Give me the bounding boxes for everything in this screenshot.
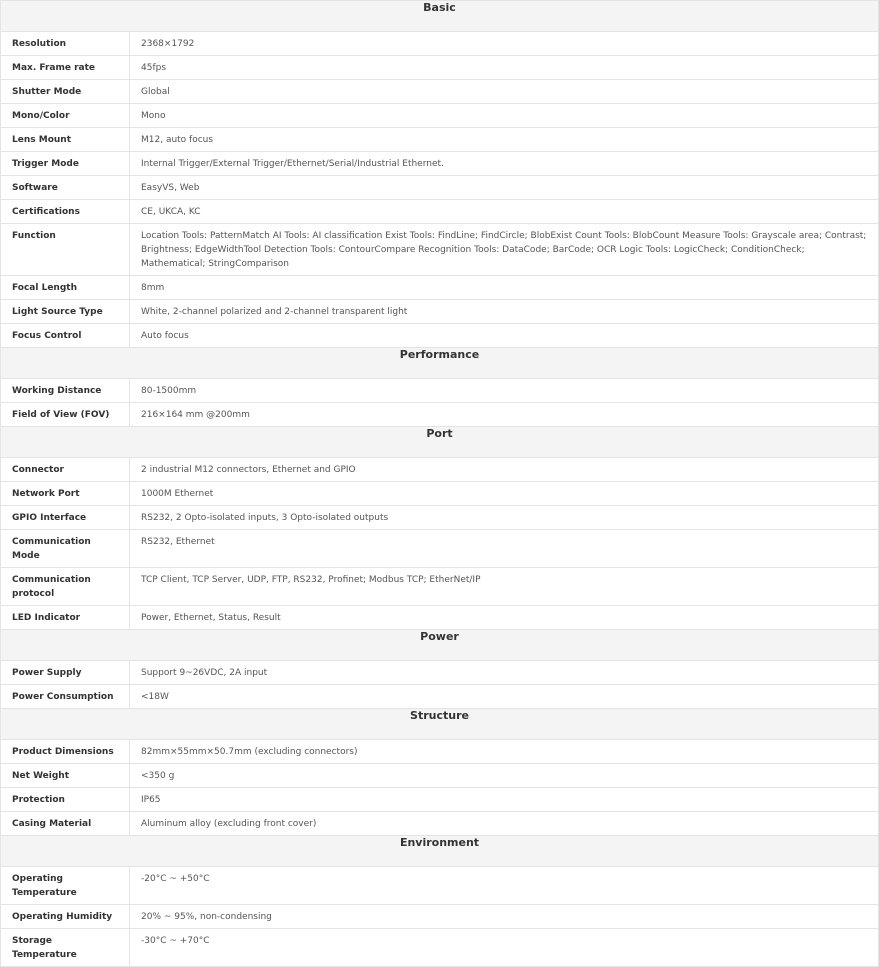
spec-row — [1, 32, 879, 56]
spec-row — [1, 176, 879, 200]
spec-label-cell — [1, 324, 130, 348]
spec-row — [1, 568, 879, 606]
spec-row — [1, 867, 879, 905]
spec-value: Mono — [141, 111, 166, 121]
spec-value: Location Tools: PatternMatch AI Tools: AI classification Exist Tools: FindLine; FindCircle; BlobExist Count Tools: BlobCount Measure Tools: Grayscale area; Contrast; Brightness; EdgeWidthTool Detection Tools: ContourCompare Recognition Tools: DataCode; BarCode; OCR Logic Tools: LogicCheck; ConditionCheck; Mathematical; StringComparison — [141, 231, 867, 269]
spec-label: Communication protocol — [12, 575, 91, 599]
spec-label-cell — [1, 276, 130, 300]
spec-row — [1, 606, 879, 630]
spec-label-cell — [1, 224, 130, 276]
spec-label: Function — [12, 231, 56, 241]
spec-value: <350 g — [141, 771, 175, 781]
spec-label-cell — [1, 661, 130, 685]
spec-value-cell — [130, 276, 879, 300]
spec-row — [1, 379, 879, 403]
spec-value-cell — [130, 905, 879, 929]
spec-label-cell — [1, 128, 130, 152]
spec-value-cell — [130, 403, 879, 427]
spec-label: Field of View (FOV) — [12, 410, 110, 420]
spec-row — [1, 812, 879, 836]
spec-value-cell — [130, 482, 879, 506]
spec-label-cell — [1, 506, 130, 530]
spec-row — [1, 482, 879, 506]
spec-value-cell — [130, 56, 879, 80]
spec-value: RS232, Ethernet — [141, 537, 215, 547]
spec-label: Communication Mode — [12, 537, 91, 561]
spec-value: CE, UKCA, KC — [141, 207, 201, 217]
spec-label: Light Source Type — [12, 307, 103, 317]
spec-value-cell — [130, 661, 879, 685]
spec-value-cell — [130, 867, 879, 905]
spec-row — [1, 905, 879, 929]
spec-value: <18W — [141, 692, 169, 702]
spec-label: Focal Length — [12, 283, 77, 293]
spec-value-cell — [130, 324, 879, 348]
section-title: Basic — [1, 1, 879, 32]
spec-value: M12, auto focus — [141, 135, 214, 145]
spec-label-cell — [1, 80, 130, 104]
spec-value: Internal Trigger/External Trigger/Ethernet/Serial/Industrial Ethernet. — [141, 159, 444, 169]
spec-value: 80-1500mm — [141, 386, 197, 396]
spec-label-cell — [1, 300, 130, 324]
spec-row — [1, 80, 879, 104]
spec-label: Working Distance — [12, 386, 102, 396]
spec-value-cell — [130, 740, 879, 764]
spec-label: Software — [12, 183, 58, 193]
spec-value-cell — [130, 764, 879, 788]
spec-label: Certifications — [12, 207, 80, 217]
section-header-row — [1, 348, 879, 379]
spec-value-cell — [130, 200, 879, 224]
spec-label-cell — [1, 788, 130, 812]
spec-row — [1, 458, 879, 482]
spec-label-cell — [1, 606, 130, 630]
spec-value: -20°C ~ +50°C — [141, 874, 210, 884]
spec-value: RS232, 2 Opto-isolated inputs, 3 Opto-isolated outputs — [141, 513, 389, 523]
spec-label: Resolution — [12, 39, 67, 49]
spec-label-cell — [1, 379, 130, 403]
spec-value-cell — [130, 788, 879, 812]
spec-value: Support 9~26VDC, 2A input — [141, 668, 268, 678]
spec-label-cell — [1, 905, 130, 929]
spec-label: Operating Humidity — [12, 912, 113, 922]
spec-label: Protection — [12, 795, 65, 805]
spec-row — [1, 929, 879, 967]
spec-value-cell — [130, 685, 879, 709]
section-header-row — [1, 630, 879, 661]
spec-label-cell — [1, 56, 130, 80]
spec-value-cell — [130, 929, 879, 967]
spec-label-cell — [1, 929, 130, 967]
spec-row — [1, 324, 879, 348]
spec-value: 45fps — [141, 63, 167, 73]
spec-label: Power Consumption — [12, 692, 114, 702]
spec-label-cell — [1, 685, 130, 709]
spec-row — [1, 403, 879, 427]
spec-label: GPIO Interface — [12, 513, 87, 523]
spec-value: 1000M Ethernet — [141, 489, 214, 499]
spec-row — [1, 152, 879, 176]
spec-value-cell — [130, 152, 879, 176]
spec-label-cell — [1, 104, 130, 128]
spec-table-body — [1, 1, 879, 967]
spec-row — [1, 224, 879, 276]
spec-row — [1, 740, 879, 764]
spec-label: Net Weight — [12, 771, 70, 781]
spec-label-cell — [1, 867, 130, 905]
spec-value-cell — [130, 458, 879, 482]
spec-value: Aluminum alloy (excluding front cover) — [141, 819, 317, 829]
spec-value-cell — [130, 224, 879, 276]
spec-row — [1, 104, 879, 128]
spec-label: Connector — [12, 465, 64, 475]
section-header-row — [1, 1, 879, 32]
spec-label: Mono/Color — [12, 111, 70, 121]
section-header-row — [1, 836, 879, 867]
spec-row — [1, 56, 879, 80]
spec-row — [1, 506, 879, 530]
spec-label: LED Indicator — [12, 613, 81, 623]
spec-value-cell — [130, 379, 879, 403]
spec-value-cell — [130, 568, 879, 606]
spec-label: Casing Material — [12, 819, 92, 829]
spec-row — [1, 276, 879, 300]
spec-label-cell — [1, 764, 130, 788]
section-title: Port — [1, 427, 879, 458]
spec-label: Shutter Mode — [12, 87, 82, 97]
spec-row — [1, 200, 879, 224]
spec-label: Trigger Mode — [12, 159, 79, 169]
section-header-row — [1, 709, 879, 740]
section-title: Performance — [1, 348, 879, 379]
section-title: Environment — [1, 836, 879, 867]
spec-value-cell — [130, 300, 879, 324]
spec-value: 216×164 mm @200mm — [141, 410, 250, 420]
spec-value: White, 2-channel polarized and 2-channel transparent light — [141, 307, 408, 317]
spec-value: 2368×1792 — [141, 39, 195, 49]
spec-label: Product Dimensions — [12, 747, 114, 757]
spec-label-cell — [1, 403, 130, 427]
spec-label-cell — [1, 152, 130, 176]
spec-value-cell — [130, 128, 879, 152]
spec-value: TCP Client, TCP Server, UDP, FTP, RS232, Profinet; Modbus TCP; EtherNet/IP — [141, 575, 481, 585]
spec-row — [1, 300, 879, 324]
spec-value: Power, Ethernet, Status, Result — [141, 613, 281, 623]
spec-value-cell — [130, 812, 879, 836]
spec-label-cell — [1, 176, 130, 200]
spec-value: 20% ~ 95%, non-condensing — [141, 912, 272, 922]
spec-value: IP65 — [141, 795, 161, 805]
spec-value: -30°C ~ +70°C — [141, 936, 210, 946]
spec-label-cell — [1, 568, 130, 606]
spec-label-cell — [1, 32, 130, 56]
spec-value: Auto focus — [141, 331, 189, 341]
spec-label-cell — [1, 740, 130, 764]
section-header-row — [1, 427, 879, 458]
spec-label: Lens Mount — [12, 135, 71, 145]
spec-label-cell — [1, 530, 130, 568]
spec-value: EasyVS, Web — [141, 183, 200, 193]
spec-row — [1, 685, 879, 709]
section-title: Power — [1, 630, 879, 661]
spec-row — [1, 530, 879, 568]
spec-label-cell — [1, 812, 130, 836]
spec-value: 8mm — [141, 283, 165, 293]
spec-row — [1, 661, 879, 685]
spec-label-cell — [1, 200, 130, 224]
spec-row — [1, 128, 879, 152]
spec-value: 2 industrial M12 connectors, Ethernet and GPIO — [141, 465, 356, 475]
spec-value-cell — [130, 606, 879, 630]
spec-label: Operating Temperature — [12, 874, 77, 898]
spec-value-cell — [130, 530, 879, 568]
spec-row — [1, 788, 879, 812]
spec-label-cell — [1, 482, 130, 506]
spec-label: Power Supply — [12, 668, 82, 678]
spec-row — [1, 764, 879, 788]
spec-label: Network Port — [12, 489, 80, 499]
spec-label: Max. Frame rate — [12, 63, 96, 73]
spec-value-cell — [130, 506, 879, 530]
spec-value-cell — [130, 176, 879, 200]
spec-value: 82mm×55mm×50.7mm (excluding connectors) — [141, 747, 358, 757]
spec-value: Global — [141, 87, 170, 97]
spec-label-cell — [1, 458, 130, 482]
spec-value-cell — [130, 104, 879, 128]
spec-label: Focus Control — [12, 331, 82, 341]
spec-value-cell — [130, 32, 879, 56]
spec-value-cell — [130, 80, 879, 104]
spec-label: Storage Temperature — [12, 936, 77, 960]
section-title: Structure — [1, 709, 879, 740]
